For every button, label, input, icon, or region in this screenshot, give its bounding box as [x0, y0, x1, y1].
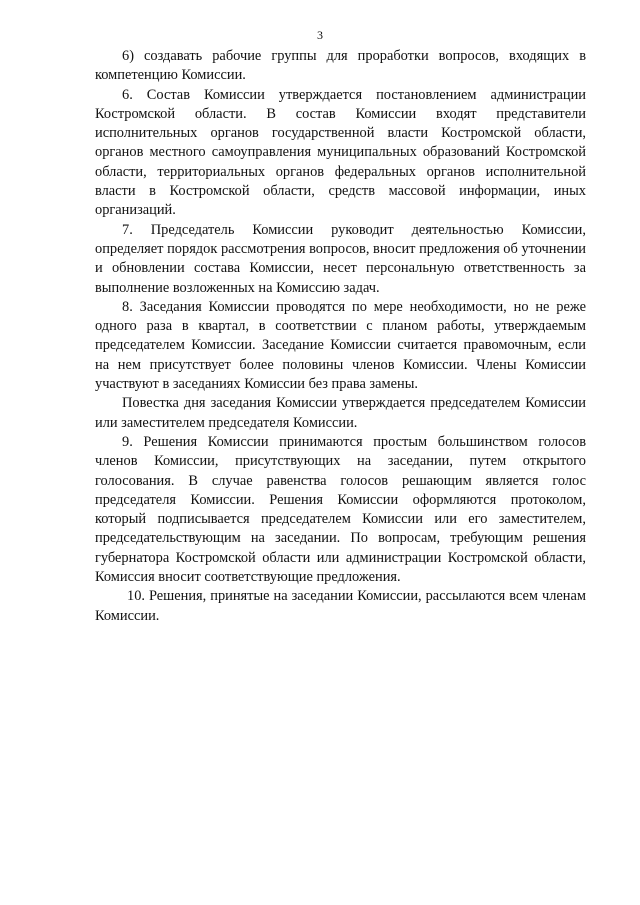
- paragraph-distribution: 10. Решения, принятые на заседании Комиссии, рассылаются всем членам Комиссии.: [95, 588, 586, 624]
- page-number: 3: [317, 28, 323, 42]
- document-body: [95, 47, 586, 626]
- paragraph-meetings: 8. Заседания Комиссии проводятся по мере необходимости, но не реже одного раза в квартал, в соответствии с планом работы, утверждаемым председателем Комиссии. Заседание Комиссии считается правомочным, если на нем присутствует более половины членов Комиссии. Члены Комиссии участвуют в заседаниях Комиссии без права замены.: [95, 298, 586, 393]
- paragraph-decisions: 9. Решения Комиссии принимаются простым большинством голосов членов Комиссии, присутствующих на заседании, путем открытого голосования. В случае равенства голосов решающим является голос председателя Комиссии. Решения Комиссии оформляются протоколом, который подписывается председателем Комиссии или его заместителем, председательствующим на заседании. По вопросам, требующим решения губернатора Костромской области или администрации Костромской области, Комиссия вносит соответствующие предложения.: [95, 433, 586, 586]
- paragraph-agenda: Повестка дня заседания Комиссии утверждается председателем Комиссии или заместителем председателя Комиссии.: [95, 395, 586, 431]
- paragraph-chairman-duties: 7. Председатель Комиссии руководит деятельностью Комиссии, определяет порядок рассмотрения вопросов, вносит предложения об уточнении и обновлении состава Комиссии, несет персональную ответственность за выполнение возложенных на Комиссию задач.: [95, 221, 586, 296]
- paragraph-6-subitem: 6) создавать рабочие группы для проработки вопросов, входящих в компетенцию Комиссии.: [95, 48, 586, 84]
- paragraph-commission-composition: 6. Состав Комиссии утверждается постановлением администрации Костромской области. В состав Комиссии входят представители исполнительных органов государственной власти Костромской области, органов местного самоуправления муниципальных образований Костромской области, территориальных органов федеральных органов исполнительной власти в Костромской области, средств массовой информации, иных организаций.: [95, 86, 586, 219]
